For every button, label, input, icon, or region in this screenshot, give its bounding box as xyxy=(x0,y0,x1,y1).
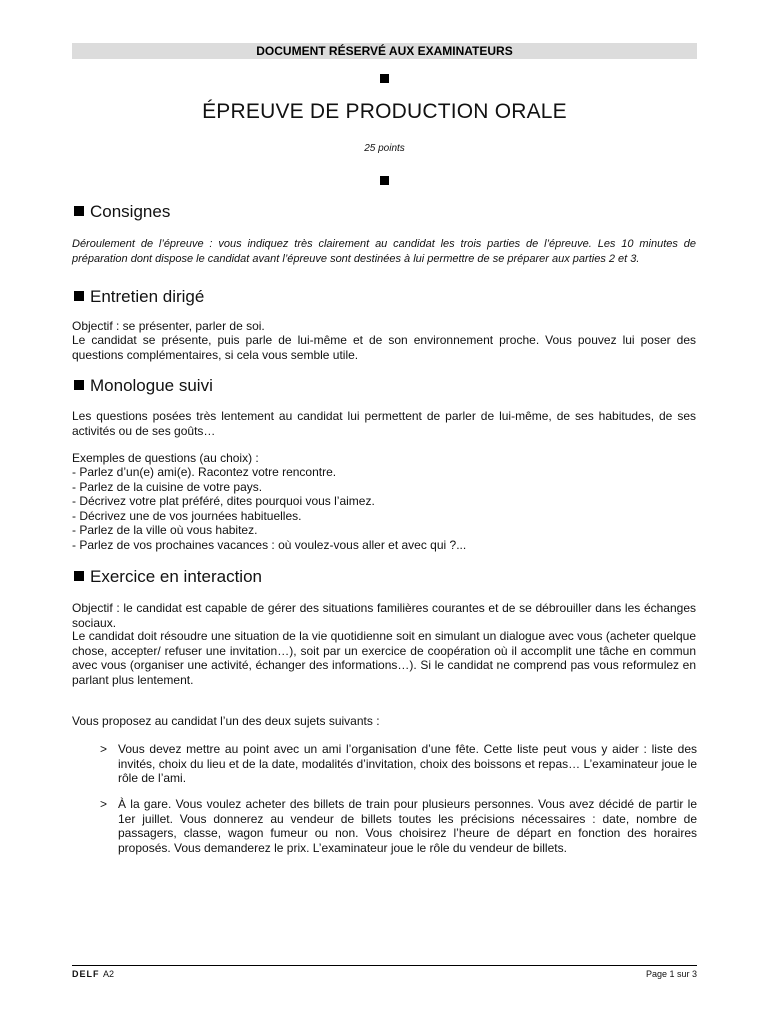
list-item: - Parlez d’un(e) ami(e). Racontez votre rencontre. xyxy=(72,465,337,479)
arrow-bullet-icon: > xyxy=(100,797,108,811)
points-label: 25 points xyxy=(364,143,405,154)
square-bullet-icon xyxy=(380,176,389,185)
subjects-intro: Vous proposez au candidat l’un des deux sujets suivants : xyxy=(72,714,380,728)
exercice-text: Le candidat doit résoudre une situation de la vie quotidienne soit en simulant un dialogue avec vous (acheter quelque chose, accepter/ refuser une invitation…), soit par un exercice de coopération où il accomplit une tâche en commun avec vous (organiser une activité, échanger des informations…). Si le candidat ne comprend pas vous reformulez en parlant plus lentement. xyxy=(72,629,696,687)
square-bullet-icon xyxy=(380,74,389,83)
arrow-bullet-icon: > xyxy=(100,742,108,756)
list-item: - Décrivez une de vos journées habituelles. xyxy=(72,508,302,523)
examples-title: Exemples de questions (au choix) : xyxy=(72,451,259,465)
list-item: - Décrivez votre plat préféré, dites pourquoi vous l’aimez. xyxy=(72,494,375,508)
page-number: Page 1 sur 3 xyxy=(645,969,697,979)
exercice-objective: Objectif : le candidat est capable de gérer des situations familières courantes et de se débrouiller dans les échanges sociaux. xyxy=(72,601,696,630)
entretien-text: Le candidat se présente, puis parle de lui-même et de son environnement proche. Vous pouvez lui poser des questions complémentaires, si cela vous semble utile. xyxy=(72,333,696,362)
list-item: - Parlez de vos prochaines vacances : où voulez-vous aller et avec qui ?... xyxy=(72,537,467,552)
footer-divider xyxy=(72,965,697,966)
list-item: - Parlez de la cuisine de votre pays. xyxy=(72,479,263,494)
subject-text: À la gare. Vous voulez acheter des billets de train pour plusieurs personnes. Vous avez décidé de partir le 1er juillet. Vous donnerez au vendeur de billets toutes les précisions nécessaires : date, nombre de passagers, classe, wagon fumeur ou non. Vous choisirez l’heure de départ en fonction des horaires proposés. Vous demanderez le prix. L’examinateur joue le rôle du vendeur de billets. xyxy=(118,797,697,855)
monologue-text: Les questions posées très lentement au candidat lui permettent de parler de lui-même, de ses habitudes, de ses activités ou de ses goûts… xyxy=(72,409,696,438)
section-heading-exercice xyxy=(74,567,262,587)
section-heading-entretien xyxy=(74,287,204,307)
section-heading-monologue xyxy=(74,376,213,396)
footer-level xyxy=(72,969,114,979)
page-title: ÉPREUVE DE PRODUCTION ORALE xyxy=(202,100,567,123)
square-bullet-icon xyxy=(74,206,84,216)
section-heading-label: Exercice en interaction xyxy=(90,567,262,586)
section-heading-label: Monologue suivi xyxy=(90,376,213,395)
section-heading-label: Entretien dirigé xyxy=(90,287,205,306)
subject-item xyxy=(100,797,697,855)
examples-list xyxy=(72,465,696,552)
square-bullet-icon xyxy=(74,571,84,581)
consignes-text: Déroulement de l’épreuve : vous indiquez très clairement au candidat les trois parties de l’épreuve. Les 10 minutes de préparation dont dispose le candidat avant l’épreuve sont destinées à lui permettre de se préparer aux parties 2 et 3. xyxy=(72,238,696,265)
footer-brand: DELF xyxy=(72,969,100,979)
section-heading-consignes xyxy=(74,202,170,222)
examiner-banner: DOCUMENT RÉSERVÉ AUX EXAMINATEURS xyxy=(72,43,697,59)
list-item: - Parlez de la ville où vous habitez. xyxy=(72,523,258,537)
entretien-objective: Objectif : se présenter, parler de soi. xyxy=(72,319,265,333)
footer-level-label: A2 xyxy=(103,969,115,979)
square-bullet-icon xyxy=(74,380,84,390)
subject-item xyxy=(100,742,697,786)
subject-text: Vous devez mettre au point avec un ami l’organisation d’une fête. Cette liste peut vous y aider : liste des invités, choix du lieu et de la date, modalités d’invitation, choix des boissons et repas… L’examinateur joue le rôle de l’ami. xyxy=(118,742,697,785)
section-heading-label: Consignes xyxy=(90,202,171,221)
square-bullet-icon xyxy=(74,291,84,301)
